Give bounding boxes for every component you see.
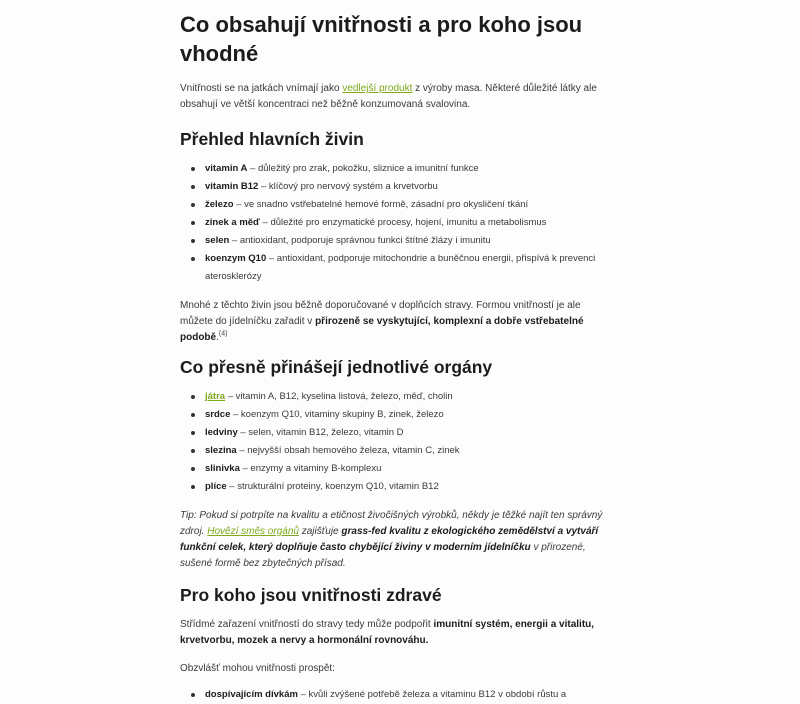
article (180, 0, 610, 704)
nutrients-list (180, 160, 610, 286)
section-heading-who: Pro koho jsou vnitřnosti zdravé (180, 585, 442, 605)
supplements-paragraph: Mnohé z těchto živin jsou běžně doporučované v doplňcích stravy. Formou vnitřností je ale můžete do jídelníčku zařadit v přirozeně se vyskytující, komplexní a dobře vstřebatelné podobě.$^{(4)}$ (180, 300, 584, 343)
section-heading-organs: Co přesně přinášejí jednotlivé orgány (180, 357, 493, 377)
list-item: srdce – koenzym Q10, vitaminy skupiny B, zinek, železo (205, 406, 610, 424)
list-item: plíce – strukturální proteiny, koenzym Q10, vitamin B12 (205, 478, 610, 496)
section-heading-nutrients: Přehled hlavních živin (180, 129, 364, 149)
especially-paragraph: Obzvlášť mohou vnitřnosti prospět: (180, 663, 335, 674)
organ-mix-link[interactable]: Hovězí směs orgánů (207, 526, 299, 537)
byproduct-link[interactable]: vedlejší produkt (342, 83, 413, 94)
organs-list (180, 388, 610, 496)
who-list (180, 686, 610, 704)
liver-link[interactable]: játra (205, 391, 226, 402)
list-item: vitamin A – důležitý pro zrak, pokožku, sliznice a imunitní funkce (205, 160, 610, 178)
list-item: slinivka – enzymy a vitaminy B-komplexu (205, 460, 610, 478)
page-title: Co obsahují vnitřnosti a pro koho jsou vhodné (180, 12, 583, 66)
list-item: koenzym Q10 – antioxidant, podporuje mitochondrie a buněčnou energii, přispívá k prevenci aterosklerózy (205, 250, 610, 286)
list-item: dospívajícím dívkám – kvůli zvýšené potřebě železa a vitaminu B12 v období růstu a (205, 686, 610, 704)
intro-paragraph: Vnitřnosti se na jatkách vnímají jako vedlejší produkt z výroby masa. Některé důležité látky ale obsahují ve větší koncentraci než běžně konzumovaná svalovina. (180, 83, 597, 110)
list-item: vitamin B12 – klíčový pro nervový systém a krvetvorbu (205, 178, 610, 196)
reference-marker[interactable]: (4) (218, 330, 228, 338)
list-item: selen – antioxidant, podporuje správnou funkci štítné žlázy i imunitu (205, 232, 610, 250)
list-item: zinek a měď – důležité pro enzymatické procesy, hojení, imunitu a metabolismus (205, 214, 610, 232)
list-item: slezina – nejvyšší obsah hemového železa, vitamin C, zinek (205, 442, 610, 460)
who-paragraph: Střídmé zařazení vnitřností do stravy tedy může podpořit imunitní systém, energii a vitalitu, krvetvorbu, mozek a nervy a hormonální rovnováhu. (180, 619, 595, 646)
tip-paragraph: Tip: Pokud si potrpíte na kvalitu a etičnost živočišných výrobků, někdy je těžké najít ten správný zdroj. Hovězí směs orgánů zajišťuje grass-fed kvalitu z ekologického zemědělství a vytváří funkční celek, který doplňuje často chybějící živiny v moderním jídelníčku v přirozené, sušené formě bez zbytečných přísad. (180, 510, 603, 569)
list-item: ledviny – selen, vitamin B12, železo, vitamin D (205, 424, 610, 442)
list-item: játra – vitamin A, B12, kyselina listová, železo, měď, cholin (205, 388, 610, 406)
list-item: železo – ve snadno vstřebatelné hemové formě, zásadní pro okysličení tkání (205, 196, 610, 214)
